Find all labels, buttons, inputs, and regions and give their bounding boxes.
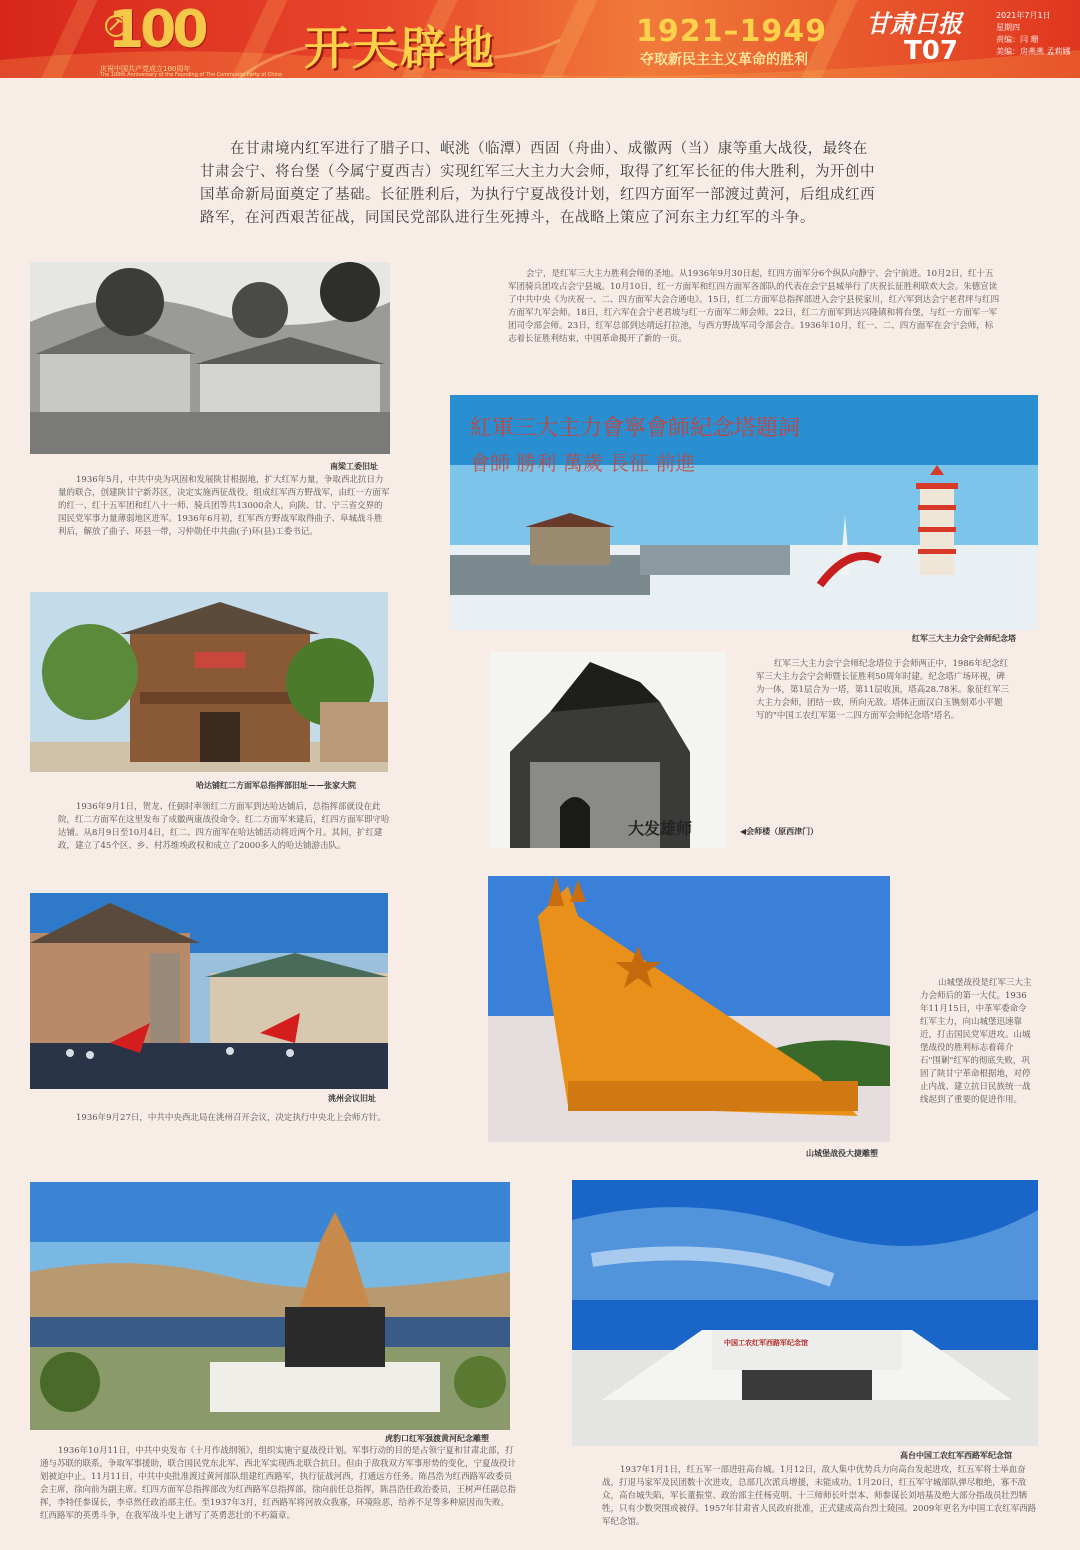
svg-text:紅軍三大主力會寧會師紀念塔題詞: 紅軍三大主力會寧會師紀念塔題詞 bbox=[470, 416, 801, 441]
gaotai-building-sign: 中国工农红军西路军纪念馆 bbox=[724, 1338, 808, 1347]
shancheng-scene bbox=[488, 876, 890, 1142]
taozhou-photo bbox=[30, 893, 388, 1089]
monument-caption: 红军三大主力会宁会师纪念塔 bbox=[912, 633, 1016, 643]
hujiakou-text: 1936年10月11日，中共中央发布《十月作战纲领》，组织实施宁夏战役计划。军事行动的目的是占领宁夏和甘肃北部，打通与苏联的联系，争取军事援助，联合国民党东北军、西北军实现西北联合抗日。但由于敌我双方军事形势的变化，宁夏战役计划被迫中止。11月11日，中共中央批准渡过黄河部队组建红西路军，执行征战河西，打通远方任务。陈昌浩为红西路军政委员会主席，徐向前为副主席。红四方面军总指挥部改为红西路军总指挥部，徐向前任总指挥，陈昌浩任政治委员，王树声任副总指挥，李特任参谋长，李卓然任政治部主任。至1937年3月，红西路军将河放众我寡，环境险恶，给养不足等多种原因而失败。红西路军的英勇斗争，在我军战斗史上谱写了英勇悲壮的不朽篇章。 bbox=[40, 1446, 517, 1521]
shancheng-photo bbox=[488, 876, 890, 1142]
svg-text:會師 勝利 萬歲 長征 前進: 會師 勝利 萬歲 長征 前進 bbox=[470, 451, 696, 475]
hadapu-photo bbox=[30, 592, 388, 772]
page-number: T07 bbox=[904, 36, 958, 66]
hadapu-text: 1936年9月1日，贺龙、任弼时率领红二方面军到达哈达铺后，总指挥部就设在此院，红二方面军在这里发布了成徽两康战役命令。红二方面军来建后，红四方面军即守哈达铺。从8月9日至10月4日，红二、四方面军在哈达铺活动将近两个月。其间，扩红建政，建立了45个区、乡、村苏维埃政权和成立了2000多人的哈达铺游击队。 bbox=[58, 802, 390, 851]
centenary-logo: 100 庆祝中国共产党成立100周年 The 100th Anniversary of the Founding of The Communist Party of China bbox=[100, 0, 283, 78]
newspaper-name: 甘肃日报 bbox=[866, 9, 962, 38]
huining-text: 会宁，是红军三大主力胜利会师的圣地。从1936年9月30日起，红四方面军分6个纵队向静宁、会宁前进。10月2日，红十五军团骑兵团攻占会宁县城。10月10日，红一方面军和红四方面军各部队的代表在会宁县城举行了庆祝长征胜利联欢大会。朱德宣读了中共中央《为庆祝一、二、四方面军大会合通电》。15日，红二方面军总指挥部进入会宁县侯家川，红六军到达会宁老君坪与红四方面军九军会师。18日，红六军在会宁老君坡与红一方面军二师会师。22日，红二方面军到达兴隆镇和将台堡，与红一方面军一军团司令部会师。23日，红军总部到达靖远打拉池，与西方野战军司令部会合。1936年10月，红一、二、四方面军在会宁会师，标志着长征胜利结束，中国革命揭开了新的一页。 bbox=[508, 269, 1000, 344]
issue-editor: 责编：闫 珊 bbox=[996, 35, 1039, 44]
hujiakou-caption: 虎豹口红军强渡黄河纪念雕塑 bbox=[385, 1433, 489, 1443]
gate-inscription: 大发雄师 bbox=[628, 819, 693, 838]
gate-photo bbox=[490, 652, 726, 848]
gaotai-scene bbox=[572, 1180, 1038, 1446]
page-title: 开天辟地 bbox=[304, 21, 496, 75]
gaotai-text: 1937年1月1日，红五军一部进驻高台城。1月12日，敌人集中优势兵力向高台发起进攻，红五军将士举血奋战，打退马家军及民团数十次进攻，总部几次派兵增援，未能成功。1月20日，红五军守城部队弹尽粮绝，寡不敌众，高台城失陷，军长董振堂、政治部主任杨克明、十三师师长叶崇本、师参谋长刘培基及绝大部分指战员壮烈牺牲，只有少数突围或被俘。1957年甘肃省人民政府批准，正式建成高台烈士陵园。2009年更名为中国工农红军西路军纪念馆。 bbox=[602, 1465, 1037, 1527]
shancheng-text: 山城堡战役是红军三大主力会师后的第一大仗。1936年11月15日，中革军委命令红军主力，向山城堡迅速靠近，打击国民党军进攻。山城堡战役的胜利标志着蒋介石"围剿"红军的彻底失败，巩固了陕甘宁革命根据地，对停止内战、建立抗日民族统一战线起到了重要的促进作用。 bbox=[920, 978, 1032, 1105]
gaotai-photo bbox=[572, 1180, 1038, 1446]
nanliang-caption: 南梁工委旧址 bbox=[330, 461, 378, 471]
nanliang-scene bbox=[30, 262, 390, 454]
nanliang-text: 1936年5月，中共中央为巩固和发展陕甘根据地，扩大红军力量，争取西北抗日力量的联合，创建陕甘宁新苏区，决定实施西征战役。组成红军西方野战军，由红一方面军的红一、红十五军团和红八十一师、骑兵团等共13000余人，向陕、甘、宁三省交界的国民党军事力量薄弱地区进军。1936年6月初，红军西方野战军取得曲子、阜城战斗胜利后，解放了曲子、环县一带，习仲勋任中共曲(子)环(县)工委书记。 bbox=[58, 475, 390, 537]
intro-paragraph: 在甘肃境内红军进行了腊子口、岷洮（临潭）西固（舟曲）、成徽两（当）康等重大战役，最终在甘肃会宁、将台堡（今属宁夏西吉）实现红军三大主力大会师，取得了红军长征的伟大胜利，为开创中国革命新局面奠定了基础。长征胜利后，为执行宁夏战役计划，红四方面军一部渡过黄河，后组成红西路军，在河西艰苦征战，同国民党部队进行生死搏斗，在战略上策应了河东主力红军的斗争。 bbox=[200, 141, 875, 226]
shancheng-caption: 山城堡战役大捷雕塑 bbox=[806, 1148, 878, 1158]
period-years: 1921–1949 bbox=[636, 14, 827, 49]
gate-caption: ◀会师楼（原西津门） bbox=[740, 826, 819, 836]
hujiakou-scene bbox=[30, 1182, 510, 1430]
monument-photo bbox=[450, 395, 1038, 630]
issue-meta bbox=[996, 10, 1071, 58]
taozhou-caption: 洮州会议旧址 bbox=[328, 1093, 376, 1103]
taozhou-text: 1936年9月27日，中共中央西北局在洮州召开会议，决定执行中央北上会师方针。 bbox=[76, 1113, 386, 1123]
issue-weekday: 星期四 bbox=[996, 23, 1020, 32]
monument-scene bbox=[450, 395, 1038, 630]
period-subtitle: 夺取新民主主义革命的胜利 bbox=[640, 52, 808, 68]
issue-date: 2021年7月1日 bbox=[996, 11, 1051, 20]
hujiakou-photo bbox=[30, 1182, 510, 1430]
taozhou-scene bbox=[30, 893, 388, 1089]
hadapu-scene bbox=[30, 592, 388, 772]
gaotai-caption: 高台中国工农红军西路军纪念馆 bbox=[900, 1450, 1012, 1460]
hadapu-caption: 哈达铺红二方面军总指挥部旧址——张家大院 bbox=[196, 780, 356, 790]
issue-designer: 美编：房燕燕 孟莉娜 bbox=[996, 47, 1071, 56]
nanliang-photo bbox=[30, 262, 390, 454]
monument-text: 红军三大主力会宁会师纪念塔位于会师两正中，1986年纪念红军三大主力会宁会师暨长征胜利50周年时建。纪念塔广场环视，碑为一体，第1层合为一塔，第11层收顶，塔高28.78米。象征红军三大主力会师，团结一致，所向无敌。塔体正面汉白玉镌刻邓小平题写的"中国工农红军第一二四方面军会师纪念塔"塔名。 bbox=[756, 659, 1010, 721]
hammer-sickle-icon bbox=[104, 14, 128, 38]
